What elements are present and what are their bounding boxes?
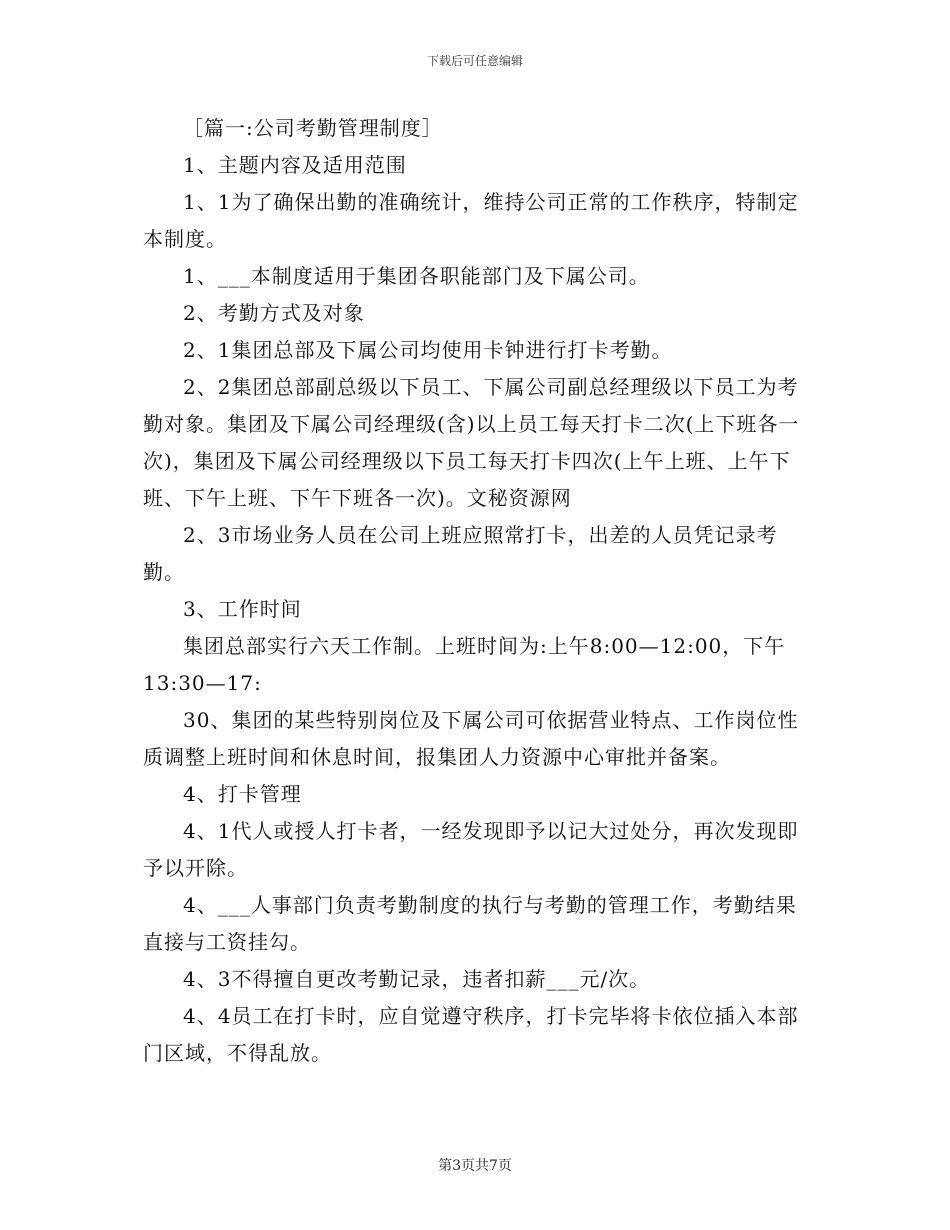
paragraph-special-posts: 30、集团的某些特别岗位及下属公司可依据营业特点、工作岗位性质调整上班时间和休息时间，报集团人力资源中心审批并备案。 [143, 708, 799, 769]
document-body [143, 110, 808, 1072]
paragraph-1-2: 1、___本制度适用于集团各职能部门及下属公司。 [183, 264, 650, 288]
heading-clock-management: 4、打卡管理 [183, 782, 302, 806]
paragraph-4-3: 4、3不得擅自更改考勤记录，违者扣薪___元/次。 [183, 967, 651, 991]
page-number: 第3页共7页 [438, 1158, 512, 1174]
heading-scope: 1、主题内容及适用范围 [183, 153, 407, 177]
paragraph-2-2: 2、2集团总部副总级以下员工、下属公司副总经理级以下员工为考勤对象。集团及下属公司经理级(含)以上员工每天打卡二次(上下班各一次)，集团及下属公司经理级以下员工每天打卡四次(上午上班、上午下班、下午上班、下午下班各一次)。文秘资源网 [143, 375, 800, 510]
section-title: ［篇一:公司考勤管理制度］ [183, 116, 443, 140]
heading-method: 2、考勤方式及对象 [183, 301, 365, 325]
heading-work-time: 3、工作时间 [183, 597, 302, 621]
paragraph-4-2: 4、___人事部门负责考勤制度的执行与考勤的管理工作，考勤结果直接与工资挂勾。 [143, 893, 797, 954]
paragraph-2-3: 2、3市场业务人员在公司上班应照常打卡，出差的人员凭记录考勤。 [143, 523, 778, 584]
paragraph-2-1: 2、1集团总部及下属公司均使用卡钟进行打卡考勤。 [183, 338, 673, 362]
paragraph-4-1: 4、1代人或授人打卡者，一经发现即予以记大过处分，再次发现即予以开除。 [143, 819, 799, 880]
page-header-note: 下载后可任意编辑 [426, 54, 523, 68]
paragraph-1-1: 1、1为了确保出勤的准确统计，维持公司正常的工作秩序，特制定本制度。 [143, 190, 799, 251]
paragraph-work-hours: 集团总部实行六天工作制。上班时间为:上午8:00—12:00，下午13:30—17: [143, 634, 786, 695]
paragraph-4-4: 4、4员工在打卡时，应自觉遵守秩序，打卡完毕将卡依位插入本部门区域，不得乱放。 [143, 1004, 799, 1065]
